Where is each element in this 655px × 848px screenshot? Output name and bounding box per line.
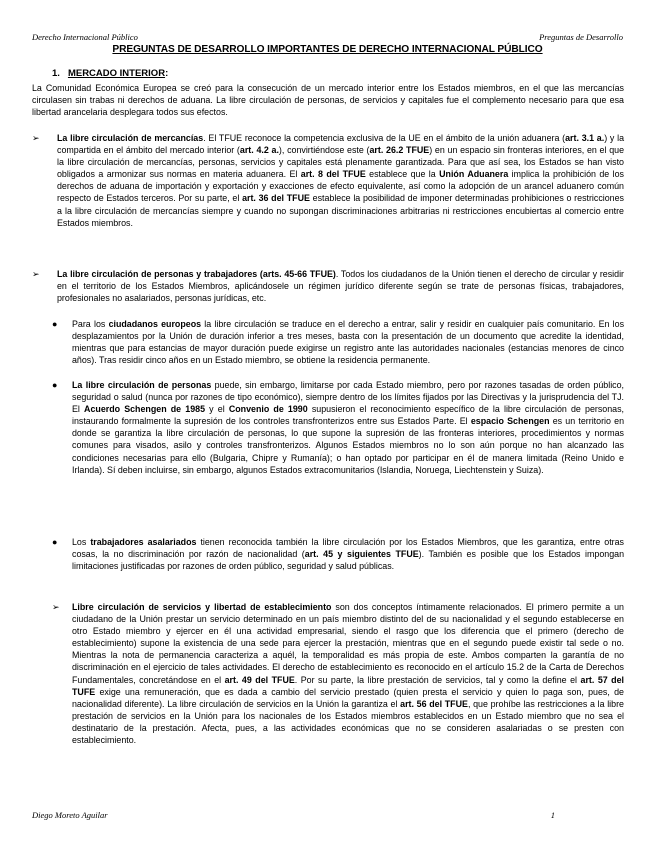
- paragraph-ciudadanos: Para los ciudadanos europeos la libre circulación se traduce en el derecho a entrar, salir y residir en cualquier país comunitario. En los desplazamientos por la Unión de duración inferior a tres meses, basta con la presentación de un documento que acredite la identidad, mientras que para estancias de mayor duración puede exigirse un registro ante las autoridades nacionales (estancias menores de cinco años). Tras residir cinco años en un Estado miembro, se obtiene la residencia permanente.: [72, 319, 625, 366]
- list-item-servicios: [52, 601, 624, 746]
- intro-text: La Comunidad Económica Europea se creó para la consecución de un mercado interior entre los Estados miembros, en el que las mercancías circulasen sin trabas ni derechos de aduana. La libre circulación de personas, de servicios y capitales fue el complemento necesario para que esa libertad arancelaria desplegara todos sus efectos.: [32, 83, 624, 118]
- arrow-marker-icon: ➢: [32, 133, 40, 143]
- paragraph-limites: La libre circulación de personas puede, sin embargo, limitarse por cada Estado miembro, pero por razones tasadas de orden público, seguridad o salud (nunca por razones de tipo económico), siempre dentro de los límites fijados por las Directivas y la jurisprudencia del TJ. El Acuerdo Schengen de 1985 y el Convenio de 1990 supusieron el reconocimiento específico de la libre circulación de personas, instaurando formalmente la supresión de los controles transfronterizos entre sus Estados Parte. El espacio Schengen es un territorio en donde se garantiza la libre circulación de personas, lo que supone la supresión de las fronteras interiores, procedimientos y normas comunes para visados, asilo y controles transfronterizos. Algunos Estados miembros no lo son aún porque no han alcanzado las condiciones necesarias para ello (Bulgaria, Chipre y Rumanía); o han optado por participar en él de manera limitada (Reino Unido e Irlanda). Sí deben incluirse, sin embargo, algunos Estados extracomunitarios (Islandia, Noruega, Liechtenstein y Suiza).: [72, 380, 625, 475]
- running-header-left: Derecho Internacional Público: [32, 32, 138, 42]
- paragraph-trabajadores: Los trabajadores asalariados tienen reconocida también la libre circulación por los Estados Miembros, que les garantiza, entre otras cosas, la no discriminación por razón de nacionalidad (art. 45 y siguientes TFUE). También es posible que los Estados impongan limitaciones justificadas por razones de orden público, seguridad y salud públicas.: [72, 537, 625, 572]
- paragraph-mercancias: La libre circulación de mercancías. El TFUE reconoce la competencia exclusiva de la UE en el ámbito de la unión aduanera (art. 3.1 a.) y la compartida en el ámbito del mercado interior (art. 4.2 a.), convirtiéndose este (art. 26.2 TFUE) en un espacio sin fronteras interiores, en el que la libre circulación de mercancías, personas, servicios y capitales está plenamente garantizada. Para que así sea, los Estados se han visto obligados a armonizar sus normas en materia aduanera. El art. 8 del TFUE establece que la Unión Aduanera implica la prohibición de los derechos de aduana de importación y exportación y exacciones de efecto equivalente, así como la adopción de un arancel aduanero común respecto de Estados terceros. Por su parte, el art. 36 del TFUE establece la posibilidad de imponer determinadas prohibiciones o restricciones a la libre circulación de mercancías siempre y cuando no supongan discriminaciones arbitrarias ni restricciones encubiertas al comercio entre Estados miembros.: [57, 133, 625, 228]
- section-heading: [52, 68, 168, 79]
- page-number: 1: [550, 810, 555, 820]
- list-item-mercancias: [32, 132, 624, 229]
- paragraph-servicios: Libre circulación de servicios y libertad de establecimiento son dos conceptos íntimamente relacionados. El primero permite a un ciudadano de la Unión prestar un servicio determinado en un país miembro distinto del de su nacionalidad y el segundo establecerse en otro Estado miembro y ejercer en él una actividad empresarial, siendo el rasgo que los diferencia que el primero (derecho de establecimiento) supone la existencia de una sede para ejercer la prestación, mientras que en el segundo puede existir tal sede o no. Mientras la nota de permanencia caracteriza a aquél, la temporalidad es más propia de este. Ambos comparten la garantía de no discriminación en el ejercicio de tales actividades. El derecho de establecimiento es reconocido en el artículo 15.2 de la Carta de Derechos Fundamentales, concretándose en el art. 49 del TFUE. Por su parte, la libre prestación de servicios, tal y como la define el art. 57 del TUFE exige una remuneración, que es dada a cambio del servicio prestado (quien presta el servicio y quien lo paga son, pues, de nacionalidad diferente). La libre circulación de servicios en la Unión la garantiza el art. 56 del TFUE, que prohíbe las restricciones a la libre prestación de servicios en la Unión para los nacionales de los Estados miembros establecidos en un Estado miembro que no sea el destinatario de la prestación. Afecta, pues, a las actividades económicas que no se consideren asalariadas o se presten con establecimiento.: [72, 602, 625, 746]
- bullet-trabajadores: [52, 536, 624, 572]
- paragraph-personas: La libre circulación de personas y trabajadores (arts. 45-66 TFUE). Todos los ciudadanos de la Unión tienen el derecho de circular y residir en el territorio de los Estados Miembros, aplicándosele un régimen jurídico diferente según se trate de personas físicas, trabajadores, profesionales no asalariados, personas jurídicas, etc.: [57, 269, 624, 304]
- footer-author: Diego Moreto Aguilar: [32, 810, 108, 820]
- section-number: 1.: [52, 68, 60, 79]
- list-item-personas: [32, 268, 624, 304]
- page-title: PREGUNTAS DE DESARROLLO IMPORTANTES DE DERECHO INTERNACIONAL PÚBLICO: [112, 44, 543, 55]
- running-header-right: Preguntas de Desarrollo: [539, 32, 623, 42]
- bullet-icon: ●: [52, 380, 58, 390]
- arrow-marker-icon: ➢: [32, 269, 40, 279]
- bullet-limites: [52, 379, 624, 476]
- intro-paragraph: [32, 82, 624, 118]
- bullet-ciudadanos: [52, 318, 624, 366]
- bullet-icon: ●: [52, 537, 58, 547]
- section-colon: :: [165, 68, 169, 79]
- arrow-marker-icon: ➢: [52, 602, 60, 612]
- bullet-icon: ●: [52, 319, 58, 329]
- section-label: MERCADO INTERIOR: [67, 68, 166, 79]
